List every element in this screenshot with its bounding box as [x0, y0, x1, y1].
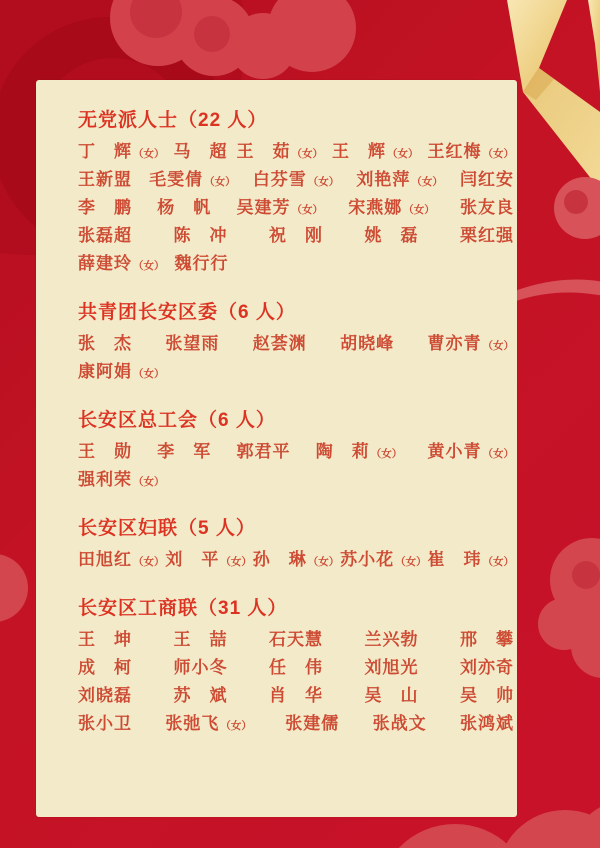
person-name-text: 王 茹 — [236, 141, 291, 161]
person-name-text: 邢 攀 — [460, 629, 514, 649]
person-name-text: 康阿娟 — [78, 361, 132, 381]
person-name-text: 刘旭光 — [364, 657, 419, 677]
person-name — [460, 221, 514, 246]
person-name — [460, 709, 514, 734]
person-name — [174, 681, 228, 706]
person-name — [285, 709, 339, 734]
person-name — [428, 137, 515, 162]
female-marker: （女） — [133, 147, 165, 160]
person-name — [365, 653, 419, 678]
person-name — [340, 329, 394, 354]
person-name — [237, 193, 324, 218]
person-name-text: 王红梅 — [427, 141, 482, 161]
person-name-text: 栗红强 — [460, 225, 514, 245]
person-name — [348, 193, 435, 218]
person-name — [373, 709, 427, 734]
section — [78, 515, 514, 571]
person-name-text: 肖 华 — [269, 685, 323, 705]
female-marker: （女） — [307, 555, 340, 568]
name-row — [78, 191, 514, 219]
person-name — [269, 681, 323, 706]
person-name-text: 张磊超 — [78, 225, 132, 245]
person-name — [460, 653, 514, 678]
person-name — [157, 193, 211, 218]
female-marker: （女） — [133, 555, 165, 568]
person-name-text: 魏行行 — [174, 253, 229, 273]
person-name — [78, 249, 165, 274]
section-title: 共青团长安区委（6 人） — [78, 302, 296, 323]
person-name — [78, 681, 132, 706]
person-name — [174, 221, 228, 246]
female-marker: （女） — [291, 147, 323, 160]
person-name — [149, 165, 236, 190]
person-name-text: 强利荣 — [78, 469, 132, 489]
section-title: 长安区妇联（5 人） — [78, 518, 256, 539]
female-marker: （女） — [220, 555, 252, 568]
section — [78, 595, 514, 735]
person-name-text: 李 军 — [157, 441, 212, 461]
person-name — [365, 625, 419, 650]
person-name-text: 赵荟渊 — [252, 333, 307, 353]
person-name — [253, 165, 340, 190]
name-row — [78, 355, 514, 383]
person-name — [428, 329, 515, 354]
sections — [78, 107, 514, 735]
person-name — [237, 437, 291, 462]
person-name — [78, 221, 132, 246]
name-row — [78, 679, 514, 707]
cloud-curl-right — [512, 177, 600, 301]
person-name-text: 张小卫 — [78, 713, 132, 733]
name-row — [78, 435, 514, 463]
female-marker: （女） — [204, 175, 236, 188]
person-name-text: 刘亦奇 — [460, 657, 514, 677]
person-name-text: 张 杰 — [78, 333, 132, 353]
person-name — [165, 329, 219, 354]
person-name — [165, 545, 252, 570]
person-name-text: 曹亦青 — [427, 333, 482, 353]
name-row — [78, 623, 514, 651]
person-name — [316, 437, 403, 462]
person-name-text: 王 喆 — [173, 629, 228, 649]
person-name-text: 石天慧 — [269, 629, 323, 649]
cloud-decoration-left — [0, 554, 28, 622]
person-name-text: 孙 琳 — [252, 549, 307, 569]
person-name — [78, 329, 132, 354]
female-marker: （女） — [220, 719, 252, 732]
person-name-text: 张战文 — [372, 713, 427, 733]
person-name-text: 王 辉 — [332, 141, 386, 161]
person-name-text: 任 伟 — [269, 657, 323, 677]
person-name-text: 薛建玲 — [78, 253, 132, 273]
person-name — [78, 193, 132, 218]
person-name-text: 王 坤 — [78, 629, 132, 649]
person-name-text: 白芬雪 — [252, 169, 307, 189]
person-name-text: 吴 山 — [364, 685, 419, 705]
person-name-text: 张弛飞 — [165, 713, 220, 733]
person-name — [460, 625, 514, 650]
person-name-text: 田旭红 — [78, 549, 132, 569]
section-title: 无党派人士（22 人） — [78, 110, 268, 131]
person-name-text: 张望雨 — [165, 333, 220, 353]
name-row — [78, 707, 514, 735]
female-marker: （女） — [482, 447, 514, 460]
person-name-text: 胡晓峰 — [340, 333, 395, 353]
person-name-text: 师小冬 — [173, 657, 228, 677]
person-name-text: 张建儒 — [285, 713, 340, 733]
name-row — [78, 327, 514, 355]
female-marker: （女） — [133, 367, 165, 380]
person-name-text: 张友良 — [460, 197, 514, 217]
person-name — [428, 437, 515, 462]
female-marker: （女） — [133, 259, 165, 272]
female-marker: （女） — [411, 175, 443, 188]
person-name — [356, 165, 443, 190]
female-marker: （女） — [370, 447, 403, 460]
person-name — [78, 437, 132, 462]
person-name-text: 闫红安 — [460, 169, 514, 189]
person-name-text: 苏 斌 — [173, 685, 228, 705]
person-name — [174, 653, 228, 678]
person-name-text: 宋燕娜 — [348, 197, 403, 217]
female-marker: （女） — [482, 555, 514, 568]
person-name-text: 吴建芳 — [236, 197, 291, 217]
person-name-text: 丁 辉 — [78, 141, 132, 161]
person-name — [174, 625, 228, 650]
female-marker: （女） — [307, 175, 340, 188]
name-row — [78, 163, 514, 191]
person-name-text: 张鸿斌 — [460, 713, 514, 733]
name-row — [78, 651, 514, 679]
person-name — [269, 625, 323, 650]
person-name — [237, 137, 324, 162]
person-name — [78, 357, 165, 382]
person-name-text: 刘艳萍 — [356, 169, 411, 189]
person-name — [78, 653, 132, 678]
person-name — [175, 249, 229, 274]
person-name — [78, 165, 132, 190]
name-row — [78, 463, 514, 491]
section — [78, 107, 514, 275]
person-name — [460, 681, 514, 706]
person-name — [165, 709, 252, 734]
person-name-text: 郭君平 — [236, 441, 291, 461]
section-title: 长安区总工会（6 人） — [78, 410, 276, 431]
person-name — [253, 329, 307, 354]
person-name — [78, 137, 165, 162]
section-title: 长安区工商联（31 人） — [78, 598, 288, 619]
person-name — [460, 193, 514, 218]
person-name — [78, 465, 165, 490]
name-row — [78, 247, 514, 275]
person-name — [269, 221, 323, 246]
person-name-text: 杨 帆 — [157, 197, 212, 217]
person-name — [340, 545, 427, 570]
person-name-text: 陈 冲 — [173, 225, 228, 245]
section — [78, 407, 514, 491]
cloud-decoration-right — [538, 538, 600, 678]
person-name-text: 陶 莉 — [315, 441, 370, 461]
female-marker: （女） — [482, 339, 514, 352]
person-name-text: 刘晓磊 — [78, 685, 132, 705]
female-marker: （女） — [395, 555, 427, 568]
person-name — [365, 221, 419, 246]
person-name-text: 吴 帅 — [460, 685, 514, 705]
name-row — [78, 219, 514, 247]
person-name-text: 李 鹏 — [78, 197, 132, 217]
person-name-text: 苏小花 — [340, 549, 395, 569]
person-name-text: 祝 刚 — [269, 225, 323, 245]
person-name-text: 成 柯 — [78, 657, 132, 677]
person-name — [365, 681, 419, 706]
female-marker: （女） — [133, 475, 165, 488]
person-name-text: 马 超 — [173, 141, 228, 161]
name-list-card — [36, 80, 517, 817]
person-name — [78, 545, 165, 570]
person-name — [460, 165, 514, 190]
female-marker: （女） — [291, 203, 323, 216]
person-name — [332, 137, 419, 162]
name-row — [78, 543, 514, 571]
section — [78, 299, 514, 383]
female-marker: （女） — [482, 147, 514, 160]
name-row — [78, 135, 514, 163]
female-marker: （女） — [403, 203, 435, 216]
person-name — [78, 625, 132, 650]
person-name-text: 崔 玮 — [427, 549, 482, 569]
person-name — [253, 545, 340, 570]
person-name-text: 黄小青 — [427, 441, 482, 461]
person-name-text: 王新盟 — [78, 169, 132, 189]
person-name-text: 刘 平 — [165, 549, 220, 569]
gold-ribbon — [507, 0, 600, 190]
person-name — [174, 137, 228, 162]
person-name — [269, 653, 323, 678]
person-name-text: 毛雯倩 — [149, 169, 204, 189]
female-marker: （女） — [387, 147, 419, 160]
person-name — [78, 709, 132, 734]
person-name-text: 兰兴勃 — [364, 629, 419, 649]
person-name — [428, 545, 515, 570]
person-name — [157, 437, 211, 462]
person-name-text: 姚 磊 — [364, 225, 419, 245]
person-name-text: 王 勋 — [78, 441, 132, 461]
